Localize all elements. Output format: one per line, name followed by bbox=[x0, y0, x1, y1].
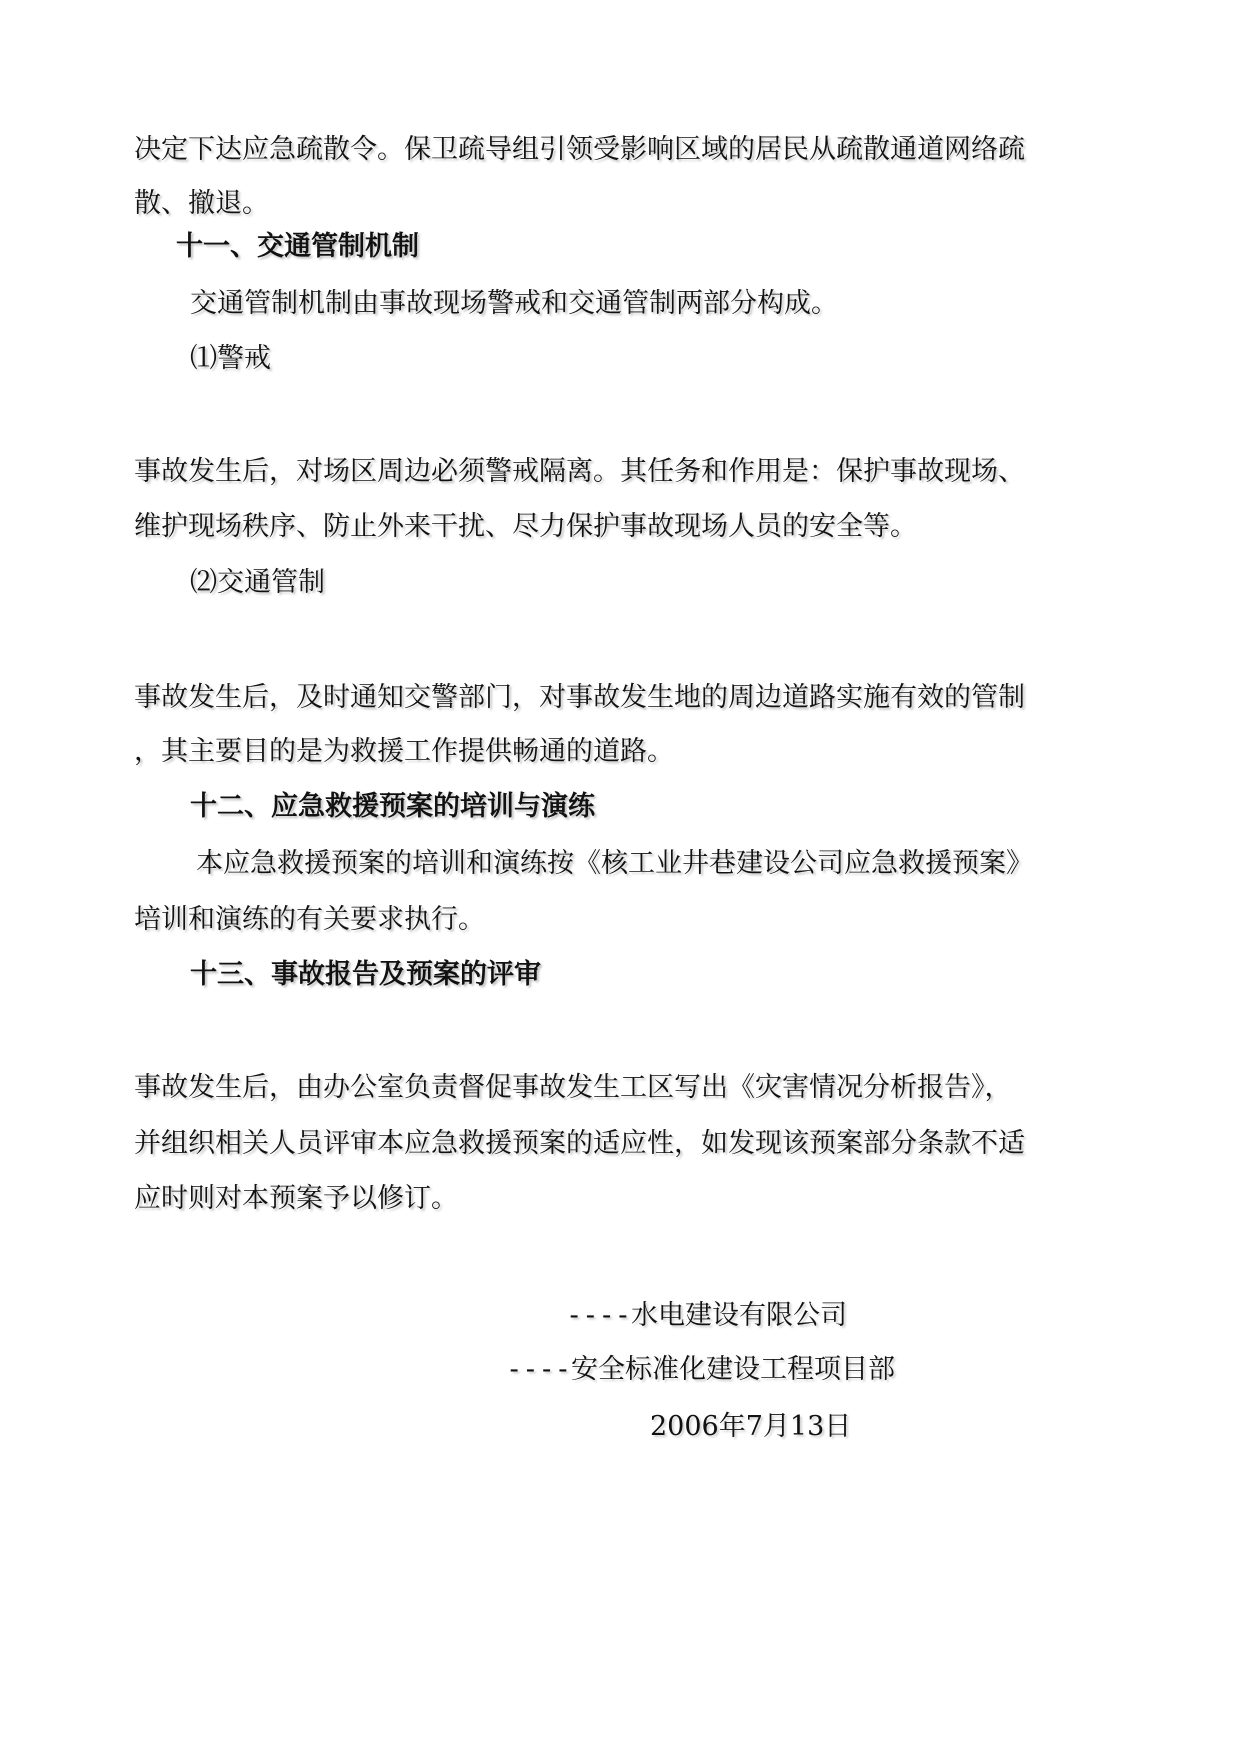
section-heading-12: 十二、应急救援预案的培训与演练 bbox=[190, 791, 595, 822]
body-text-line: 事故发生后，及时通知交警部门，对事故发生地的周边道路实施有效的管制 bbox=[134, 682, 1025, 713]
section-heading-13: 十三、事故报告及预案的评审 bbox=[190, 959, 541, 990]
body-text-line: 事故发生后，由办公室负责督促事故发生工区写出《灾害情况分析报告》， bbox=[134, 1072, 1012, 1103]
section-heading-11: 十一、交通管制机制 bbox=[176, 231, 419, 262]
signature-date: 2006年7月13日 bbox=[650, 1411, 852, 1442]
body-text-line: 本应急救援预案的培训和演练按《核工业井巷建设公司应急救援预案》 bbox=[196, 848, 1033, 879]
subsection-heading-alert: ⑴警戒 bbox=[190, 343, 271, 374]
subsection-heading-traffic: ⑵交通管制 bbox=[190, 567, 325, 598]
body-text-line: 培训和演练的有关要求执行。 bbox=[134, 904, 485, 935]
body-text-line: 应时则对本预案予以修订。 bbox=[134, 1183, 458, 1214]
body-text-line: 并组织相关人员评审本应急救援预案的适应性，如发现该预案部分条款不适 bbox=[134, 1128, 1025, 1159]
signature-company: ----水电建设有限公司 bbox=[566, 1300, 848, 1331]
body-text-line: ，其主要目的是为救援工作提供畅通的道路。 bbox=[134, 736, 674, 767]
body-text-line: 交通管制机制由事故现场警戒和交通管制两部分构成。 bbox=[190, 288, 838, 319]
body-text-line: 事故发生后，对场区周边必须警戒隔离。其任务和作用是：保护事故现场、 bbox=[134, 456, 1025, 487]
body-text-line: 维护现场秩序、防止外来干扰、尽力保护事故现场人员的安全等。 bbox=[134, 511, 917, 542]
body-text-line: 散、撤退。 bbox=[134, 188, 269, 219]
body-text-line: 决定下达应急疏散令。保卫疏导组引领受影响区域的居民从疏散通道网络疏 bbox=[134, 134, 1025, 165]
signature-department: ----安全标准化建设工程项目部 bbox=[506, 1354, 896, 1385]
